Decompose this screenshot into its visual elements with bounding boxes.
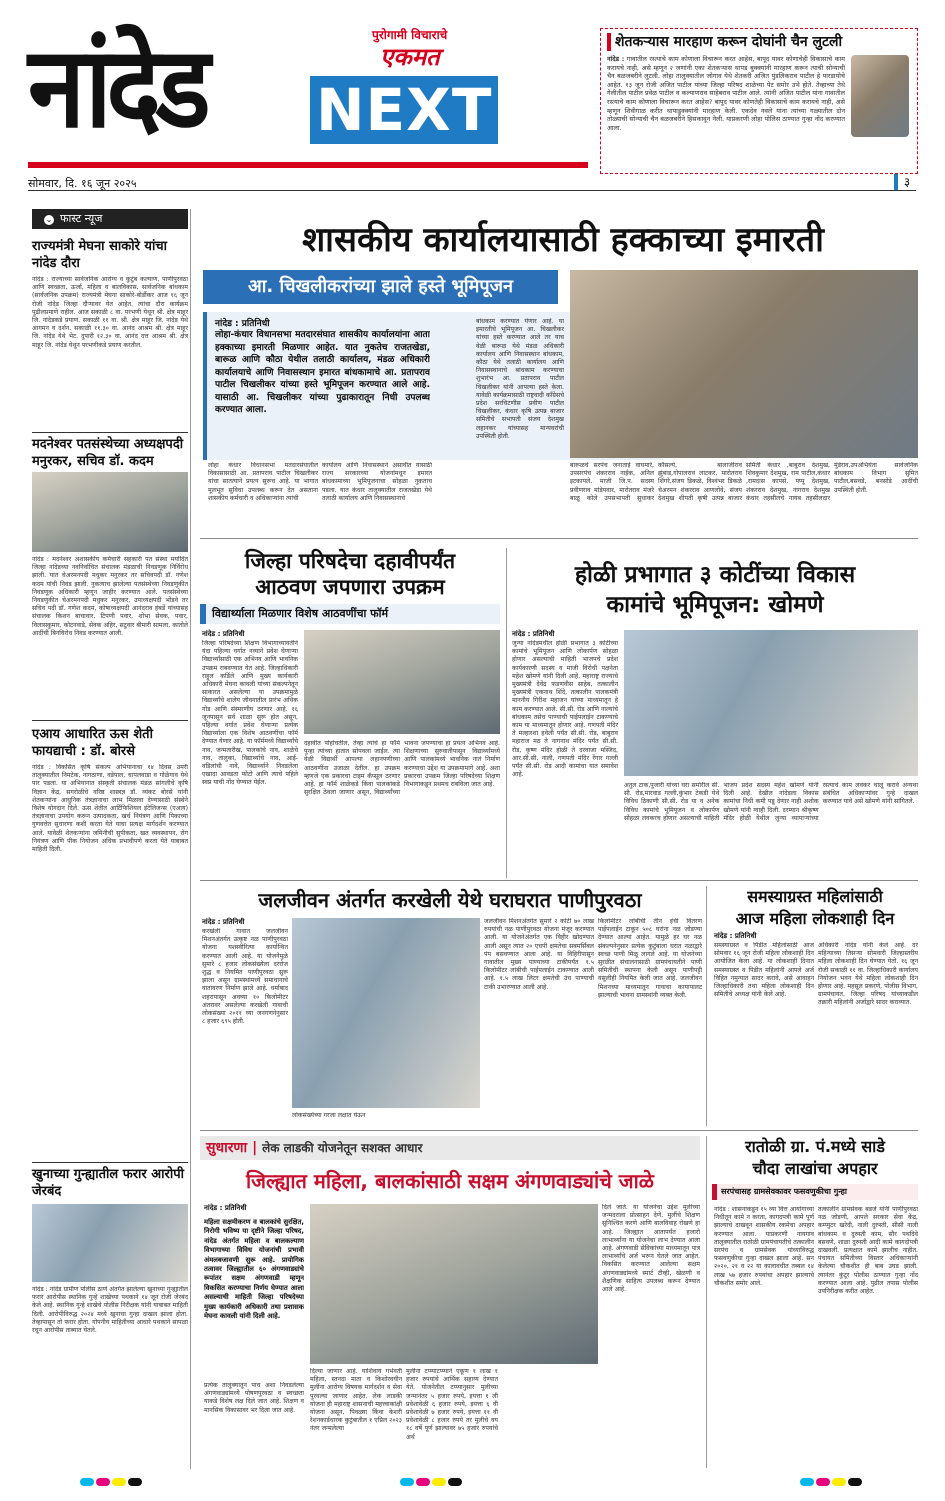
lead-photo [570, 270, 918, 458]
fast-news-divider [32, 432, 188, 433]
lead-body-1: लोहा कंधार विधानसभा मतदारसंघातील विकासासाठी आ. प्रतापराव पाटील चिखलीकर यांचा सातत्याने प्रयत्न सुरूच आहे. या भागात मूलभूत सुविधा उपलब्ध करून देत असताना शासकीय कर्मचारी व अधिकाऱ्यांना त्यांची [208, 462, 318, 502]
theft-headline: रातोळी ग्रा. पं.मध्ये साडे चौदा लाखांचा अपहार [745, 1137, 885, 1178]
section-divider [200, 1130, 918, 1131]
fast-news-divider [32, 720, 188, 721]
registration-mark [96, 1478, 110, 1486]
fast-news-body-4: नांदेड : नांदेड ग्रामीण पोलीस ठाणे अंतर्गत झालेल्या खुनाच्या गुन्ह्यातील फरार आरोपीस स्थानिक गुन्हे शाखेच्या पथकाने १४ जून रोजी जेरबंद केले आहे. स्थानिक गुन्हे शाखेचे पोलीस निरीक्षक यांनी याबाबत माहिती दिली. आरोपीविरुद्ध २०२४ मध्ये खुनाचा गुन्हा दाखल झाला होता. तेव्हापासून तो फरार होता. गोपनीय माहितीच्या आधारे पथकाने सापळा रचून आरोपीस ताब्यात घेतले. [32, 1286, 188, 1335]
fast-news-headline-2: मदनेश्वर पतसंस्थेच्या अध्यक्षपदी मनुरकर, सचिव डॉ. कदम [32, 437, 184, 469]
jaljeevan-headline: जलजीवन अंतर्गत करखेली येथे घराघरात पाणीपुरवठा [258, 888, 642, 912]
registration-mark [400, 1478, 414, 1486]
sudharana-photo [310, 1204, 598, 1364]
zp-body-2: दहावीत पोहोचतील, तेव्हा त्यांचे हा फॉर्म पुन्हा त्यांच्या हातात सोपवला जाईल. त्या वेळी विद्यार्थी आपल्या लहानपणीच्या आठवणींना उजाळा देतील. हा उपक्रम म्हणजे एक प्रकारचा टाइम कॅप्सूल ठरणार आहे. हा फॉर्म शाळेकडे किंवा पालकांकडे सुरक्षित ठेवला जाणार असून, विद्यार्थ्यांच्या भावना जपण्याचा हा प्रयत्न अभिनव आहे. शिक्षणाच्या सुरुवातीपासून विद्यार्थ्यांमध्ये आणि पालकांमध्ये भावनिक नातं निर्माण करण्याचा उद्देश या उपक्रमामागे आहे. अशा प्रकारचा उपक्रम जिल्हा परिषदेच्या शिक्षण विभागाकडून प्रथमच राबविला जात आहे. [304, 740, 500, 797]
lead-headline: शासकीय कार्यालयासाठी हक्काच्या इमारती [302, 220, 824, 260]
lead-body-3: बांधकाम करण्यात येणार आहे. या इमारतीचे भूमिपूजन आ. चिखलीकर यांच्या हस्ते करण्यात आले तर याच वेळी बारूळ येथे मंडळ अधिकारी कार्यालय आणि निवासस्थान बांधकाम, कौठा येथे तलाठी कार्यालय आणि निवासस्थानाचे बांधकाम करण्याचा शुभारंभ आ. प्रतापराव पाटील चिखलीकर यांनी आपल्या हस्ते केला. यावेळी कार्यक्रमासाठी राष्ट्रवादी काँग्रेसचे प्रदेश सरचिटणीस प्रवीण पाटील चिखलीकर, कंधार कृषि उत्पन्न बाजार समितीचे सभापती संजय देशमुख लहानकर यांच्यासह मान्यवरांची उपस्थिती होती. [476, 318, 564, 440]
lokshahi-byline: नांदेड : प्रतिनिधी [714, 932, 757, 940]
top-story-headline: शेतकऱ्यास मारहाण करून दोघांनी चैन लुटली [607, 33, 911, 51]
fast-news-photo-2 [32, 472, 188, 552]
holi-photo-caption: अतुल टाक,पुजारी यांच्या घरा समोरील सी. सी. रोड,मारवाड गल्ली,कुंभार टेकडी येथे विविध ठिकाणी सी.सी. रोड या व अनेक विविध कामांचे भूमिपूजन व लोकार्पण सोहळा लवकरच होणार असल्याची माहिती भाजप प्रदेश सदस्य महेश खोमणे यांनी दिली आहे. देखील नांदेडला विकास कामांचा निधी कमी पडू देणार नाही अशोक खोमणे यांनी ग्वाही दिली. दरम्यान श्रीकृष्ण मंदिर होळी येथील जुन्या व्यापाऱ्यांच्या रस्त्याचे काम लवकर चालू करावे अन्यथा संबंधित अधिकाऱ्यांवर गुन्हे दाखल करण्यात यावे असे खोमणे यांनी सांगितले. [624, 782, 918, 822]
holi-body: जुन्या नांदेडमधील होळी प्रभागात ३ कोटींच्या कामांचे भूमिपूजन आणि लोकार्पण सोहळा होणार असल्याची माहिती भाजपचे प्रदेश कार्यकारणी सदस्य व माजी विरोधी पक्षनेता महेश खोमणे यांनी दिली आहे. महाराष्ट्र राज्याचे मुख्यमंत्री देवेंद्र फडणवीस साहेब, तत्कालीन मुख्यमंत्री एकनाथ शिंदे, तत्कालीन पालकमंत्री माननीय गिरीश महाजन यांच्या माध्यमातून हे काम करण्यात आले. सी.सी. रोड आणि नाल्यांचे बांधकाम तसेच पाण्याची पाईपलाईन टाकण्याचे काम या माध्यमातून होणार आहे. गणपती मंदिर ते मल्हारशा हवेली पर्यंत सी.सी. रोड, बाबुराव महाराज मठ ते नागनाथ मंदिर पर्यंत सी.सी. रोड, कृष्ण मंदिर होळी ते दरवाजा मस्जिद, आर.सी.सी. नाली, गणपती मंदिर रेंगार गल्ली पर्यंत सी.सी. रोड आदी कामांचा यात समावेश आहे. [512, 640, 618, 779]
zp-headline: जिल्हा परिषदेचा दहावीपर्यंत आठवण जपणारा उपक्रम [244, 549, 456, 599]
fast-news-headline-3: एआय आधारित ऊस शेती फायद्याची : डॉ. बोरसे [32, 727, 153, 759]
registration-mark [128, 1478, 142, 1486]
registration-mark [832, 1478, 846, 1486]
page-number: ३ [894, 174, 916, 190]
jaljeevan-byline: नांदेड : प्रतिनिधी [202, 918, 245, 926]
holi-headline: होळी प्रभागात ३ कोटींच्या विकास कामांचे भूमिपूजन: खोमणे [574, 562, 856, 618]
sudharana-headline: जिल्ह्यात महिला, बालकांसाठी सक्षम अंगणवाड्यांचे जाळे [245, 1169, 655, 1193]
sudharana-intro: महिला सक्षमीकरण व बालकांचे सुरक्षित, निरोगी भविष्य या दृष्टीने जिल्हा परिषद, नांदेड अंतर्गत महिला व बालकल्याण विभागाच्या विविध योजनांची प्रभावी अंमलबजावणी सुरू आहे. प्रायोगिक तत्वावर जिल्ह्यातील ६० अंगणवाड्यांचे रूपांतर सक्षम अंगणवाडी म्हणून विकसित करण्याचा निर्णय घेण्यात आला असल्याची माहिती जिल्हा परिषदेच्या मुख्य कार्यकारी अधिकारी तथा प्रशासक मेघना कावली यांनी दिली आहे. [204, 1218, 304, 1321]
registration-mark [432, 1478, 446, 1486]
zp-byline: नांदेड : प्रतिनिधी [202, 630, 245, 638]
sudharana-body-3: मुलींना टप्प्याटप्प्याने एकूण १ लाख १ हजार रुपयांचे आर्थिक सहाय्य देण्यात येते. योजनेतील टप्प्यानुसार मुलीच्या जन्मानंतर ५ हजार रुपये, इयत्ता १ ली प्रवेशावेळी ६ हजार रुपये, इयत्ता ६ वी प्रवेशावेळी ७ हजार रुपये, इयत्ता ११ वी प्रवेशावेळी ८ हजार रुपये तर मुलीचे वय १८ वर्षे पूर्ण झाल्यावर ७५ हजार रुपयांचे अर्थ [406, 1368, 498, 1441]
fast-news-divider [32, 1162, 188, 1163]
fast-news-photo-4 [32, 1204, 188, 1282]
fast-news-headline-4: खुनाच्या गुन्ह्यातील फरार आरोपी जेरबंद [32, 1167, 184, 1199]
column-divider [706, 1136, 707, 1468]
registration-mark [816, 1478, 830, 1486]
fast-news-label: ⌄ फास्ट न्यूज [32, 209, 188, 229]
lead-body-2: कार्यालय आणि निवासस्थाने असावीत यासाठी राज्य सरकारच्या योजनांमधून इमारत बांधकामाच्या भूमिपूजनाचा सोहळा नुकताच पडला. यात कंधार तालुक्यातील राजतखेडा येथे तलाठी कार्यालय आणि निवासस्थानाचे [322, 462, 432, 502]
jaljeevan-body-2: जलजीवन मिशनअंतर्गत सुमारे २ कोटी ७० लाख रुपयांची नळ पाणीपुरवठा योजना मंजूर करण्यात आली. या योजनेअंतर्गत एक विहीर खोदण्यात आली असून त्यात २० एचपी क्षमतेचा सबमर्सिबल पंप बसवण्यात आला आहे. या विहिरीपासून गावातील मुख्य पाण्याच्या टाकीपर्यंत १.५ किलोमीटर लांबीची पाईपलाईन टाकण्यात आली आहे. १.५ लाख लिटर क्षमतेची उंच पाण्याची टाकी उभारण्यात आली आहे. [484, 918, 594, 991]
sudharana-byline: नांदेड : प्रतिनिधी [204, 1204, 247, 1212]
jaljeevan-body-1: करखेली गावात जलजीवन मिशनअंतर्गत उत्कृष्ट नळ पाणीपुरवठा योजना यशस्वीरित्या कार्यान्वित करण्यात आली आहे. या योजनेमुळे सुमारे ८ हजार लोकसंख्येला दररोज शुद्ध व नियमित पाणीपुरवठा सुरू झाला असून ग्रामस्थांमध्ये समाधानाचे वातावरण निर्माण झाले आहे. धर्माबाद शहरापासून अवघ्या १० किलोमीटर अंतरावर असलेल्या करखेली गावाची लोकसंख्या २०११ च्या जनगणनेनुसार ८ हजार ६९५ होती. [202, 928, 288, 1026]
fast-news-body-2: नांदेड : मदनेश्वर अशासकीय कर्मचारी सहकारी पत संस्था मर्यादित जिल्हा नांदेडच्या नवनिर्वाचित संचालक मंडळाची निवडणूक निर्विरोध झाली. यात चेअरमनपदी मधुकर मनुरकर तर सचिवपदी डॉ. गणेश कदम यांची निवड झाली. नुकत्याच झालेल्या पतसंस्थेच्या निवडणुकीत निवडणूक अधिकारी म्हणून जाहीर करण्यात आले. पतसंस्थेच्या निवडणुकीत चेअरमनपदी मधुकर मनुरकर, उपाध्यक्षपदी भोंडवे तर सचिव पदी डॉ. गणेश कदम, कोषाध्यक्षपदी आनंदराव हंबर्डे यांच्यासह संचालक किशन बाचावार, टिपणी पवार, शोभा सेवक, पवार, विलासकुमार, कोटनवाडे, सेवक अहिर, सटुवार बीमारी सामला, कातोले आदींची बिनविरोध निवड करण्यात आली. [32, 556, 188, 637]
masthead-title: नांदेड [28, 23, 206, 153]
lokshahi-headline: समस्याग्रस्त महिलांसाठी आज महिला लोकशाही दिन [735, 887, 895, 928]
zp-photo [304, 630, 500, 734]
lead-photo-caption: बारूळचे सरपंच जनाताई वाघमारे, उपसरपंच शंकरराव नाईक, अनिल इटकापले, माजी जि.प. सदस्य प्रवीणराव मांडेपवार, मारोतराव मंजरे बाळू कोले उपसभापती सुधाकर कौसल्ये, बालाजीराव झुंबाड,गोपालराव लाटकर, मारोतराव शिंगरे,संजय डिकळे, विश्वंभर डिकळे चेअरमन शंकरराव आणलोवे, संजय देशमुख शीपती कृषी उत्पन्न बाजार समिती कंधार ,बाबुराव देशमुख, शिवकुमार देशमुख, राम पाटील,कंधार ,रामदास कापसे, पप्पू देशमुख, शंकरराव देशमुख, नागराव देशमुख कंधार तहसीलचे नायब तहसीलदार मुंडेराव,उपअभियंता सार्वजनिक बांधकाम विभाग सुमित पाटील,बसवडे, बनसोडे आदींची उपस्थिती होती. [570, 462, 918, 502]
fast-news-body-1: नांदेड : राज्याच्या सार्वजनिक आरोग्य व कुटुंब कल्याण, पाणीपुरवठा आणि स्वच्छता, ऊर्जा, महिला व बालविकास, सार्वजनिक बांधकाम (सार्वजनिक उपक्रम) राज्यमंत्री मेघना साकोरे-बोर्डीकर आज १६ जून रोजी नांदेड जिल्हा दौऱ्यावर येत आहेत. त्यांचा दौरा कार्यक्रम पुढीलप्रमाणे राहील. आज सकाळी ८ वा. परभणी येथून श्री. क्षेत्र माहूर जि. नांदेडकडे प्रयाण. सकाळी ११ वा. श्री. क्षेत्र माहूर जि. नांदेड येथे आगमन व दर्शन. सकाळी ११.३० वा. आनंद आश्रम श्री. क्षेत्र माहूर जि. नांदेड येथे भेट. दुपारी १२.३० वा. आनंद दत्त आश्रम श्री. क्षेत्र माहूर जि. नांदेड येथून परभणीकडे प्रयाण करतील. [32, 276, 188, 349]
zp-body-1: जिल्हा परिषदेच्या शिक्षण विभागाच्यावतीने यंदा पहिल्या वर्गात नव्याने प्रवेश घेणाऱ्या विद्यार्थ्यांसाठी एक अभिनव आणि भावनिक उपक्रम राबवण्यात येत आहे. जिल्हाधिकारी राहुल कर्डिले आणि मुख्य कार्यकारी अधिकारी मेघना कावली यांच्या संकल्पनेतून साकारत असलेल्या या उपक्रमामुळे विद्यार्थ्यांचे शालेय जीवनातील प्रारंभ अधिक गोड आणि संस्मरणीय ठरणार आहे. १६ जूनपासून सर्व शाळा सुरू होत असून, पहिल्या वर्गात प्रवेश घेणाऱ्या प्रत्येक विद्यार्थ्याला एक विशेष आठवणींचा फॉर्म देण्यात येणार आहे. या फॉर्ममध्ये विद्यार्थ्यांचे नाव, जन्मतारीख, पालकांचे नाव, शाळेचे नाव, तालुका, विद्यार्थ्याचे नाव, आई-वडिलांची नावे, विद्यार्थ्याने निवडलेला एखादा आवडता फोटो आणि त्याचे पहिले स्वप्न याची नोंद घेण्यात येईल. [202, 640, 298, 787]
lead-intro: लोहा-कंधार विधानसभा मतदारसंघात शासकीय कार्यालयांना आता हक्काच्या इमारती मिळणार आहेत. यात नुकतेच राजतखेडा, बारूळ आणि कौठा येथील तलाठी कार्यालय, मंडळ अधिकारी कार्यालयाचे आणि निवासस्थान इमारत बांधकामाचे आ. प्रतापराव पाटील चिखलीकर यांच्या हस्ते भूमिपूजन करण्यात आले आहे. यासाठी आ. चिखलीकर यांच्या पुढाकारातून निधी उपलब्ध करण्यात आला. [215, 330, 430, 415]
theft-body-2: तत्कालीन ग्रामसेवक बडजे यांनी पाणीपुरवठा नळ जोडणी, आपले सरकार सेवा केंद्र, कम्प्युटर खरेदी, नाली दुरुस्ती, सीसी नाली बांधकाम व दुरुस्ती काम, सौर पथदिवे बसवणे, शाळा दुरुस्ती आदी कामे कागदोपत्री दाखवली. प्रत्यक्षात कामे झालीच नाहीत. पंचायत समितीच्या विस्तार अधिकाऱ्यांनी केलेल्या चौकशीत ही बाब उघड झाली. त्यानंतर कुंटूर पोलीस ठाण्यात गुन्हा नोंद करण्यात आला आहे. पुढील तपास पोलीस उपनिरीक्षक करीत आहेत. [818, 1206, 918, 1296]
column-divider [506, 548, 507, 878]
fast-news-headline-1: राज्यमंत्री मेघना साकोरे यांचा नांदेड दौरा [32, 239, 167, 271]
dateline: सोमवार, दि. १६ जून २०२५ [28, 177, 137, 190]
registration-mark [416, 1478, 430, 1486]
jaljeevan-caption: लोकसंख्येच्या गरजा लक्षात घेऊन [292, 1112, 366, 1119]
lokmat-tagline: पुरोगामी विचाराचे [372, 28, 448, 42]
sudharana-tagline: लेक लाडकी योजनेतून सशक्त आधार [262, 1141, 423, 1155]
registration-mark [448, 1478, 462, 1486]
next-logo: NEXT [310, 80, 498, 140]
zp-subhead: विद्यार्थ्याला मिळणार विशेष आठवणींचा फॉर्म [200, 604, 500, 624]
chevron-icon: ⌄ [45, 215, 53, 224]
lokmat-logo: एकमत [380, 43, 440, 71]
registration-mark [80, 1478, 94, 1486]
top-story-body: नांदेड : गावातील रस्त्याचे काम कोणाला विचारून करत आहेस, बापूद यावर कोणाचेही विकासाचे काम करायचे नाही, असे म्हणून २ जणांनी एका शेतकऱ्यास थापड बुक्क्यांनी मारहाण करून त्याची सोन्याची चैन बळजबरीने लुटली. लोहा तालुक्यातील जोगाव येथे शेतकरी अजित पुंडलिकराव पाटील हे पारडायोचे आहेत. १३ जून रोजी अजित पाटील यांच्या जिल्हा परिषद शाळेच्या पेट समोर उभे होते. तेव्हाच्या तेथे गेलीतील पाटील प्रवेळ पाटील व कल्याणराव साहेबराव पाटील आले. त्यांनी अजित पाटील यांना गावातील रस्त्याचे काम कोणाला विचारून करत आहेस? बापूद यावर कोणतेही विकासाचे काम करायचे नाही, असे म्हणून शिवीगाळ करीत थापाडुक्क्यांनी मारहाण केली. एकदेव नवले यांना त्यांच्या गळ्यातील दोन तोळ्याची सोन्याची चैन बळजबरीने हिसकावून नेली. याप्रकरणी लोहा पोलिस ठाण्यात गुन्हा नोंद करण्यात आला. [607, 55, 845, 132]
registration-mark [848, 1478, 862, 1486]
section-divider [200, 538, 918, 539]
sudharana-body-4: दिले जाते. या योजनेचा उद्देश मुलींच्या जन्मदराला प्रोत्साहन देणे, मुलींचे शिक्षण सुनिश्चित करणे आणि बालविवाह रोखणे हा आहे. जिल्ह्यात आतापर्यंत हजारो लाभार्थ्यांना या योजनेचा लाभ देण्यात आला आहे. अंगणवाडी सेविकांच्या माध्यमातून पात्र लाभार्थ्यांचे अर्ज भरून घेतले जात आहेत. विकसित करण्यात आलेल्या सक्षम अंगणवाड्यांमध्ये स्मार्ट टीव्ही, खेळणी व शैक्षणिक साहित्य उपलब्ध करून देण्यात आले आहे. [602, 1204, 700, 1294]
registration-mark [800, 1478, 814, 1486]
column-divider [706, 886, 707, 1126]
column-divider [190, 209, 191, 1469]
lead-intro-box: नांदेड : प्रतिनिधी लोहा-कंधार विधानसभा मतदारसंघात शासकीय कार्यालयांना आता हक्काच्या इमारती मिळणार आहेत. यात नुकतेच राजतखेडा, बारूळ आणि कौठा येथील तलाठी कार्यालय, मंडळ अधिकारी कार्यालयाचे आणि निवासस्थान इमारत बांधकामाचे आ. प्रतापराव पाटील चिखलीकर यांच्या हस्ते भूमिपूजन करण्यात आले आहे. यासाठी आ. चिखलीकर यांच्या पुढाकारातून निधी उपलब्ध करण्यात आला. [203, 312, 663, 460]
sudharana-body-2: दिल्या जाणार आहे. याशिवाय गर्भवती महिला, स्तनदा माता व किशोरवयीन मुलींना आरोग्य विषयक मार्गदर्शन व सेवा पुरवल्या जाणार आहेत. लेक लाडकी योजना ही महाराष्ट्र शासनाची महत्त्वाकांक्षी योजना असून, पिवळ्या किंवा केशरी रेशनकार्डधारक कुटुंबातील १ एप्रिल २०२३ नंतर जन्मलेल्या [310, 1368, 402, 1433]
fast-news-body-3: नांदेड : विकसित कृषि संकल्प अभियानाचा १४ दिवस उमरी तालुक्यातील निमटेक, नागठाणा, वडेपाल, चापलवाडा व गोळेगाव येथे पार पडला. या अभियानात संस्कृती संचालक मंडळ सांगलीचे कृषि विज्ञान केंद्र, सगरोळीचे वरिष्ठ शास्त्रज्ञ डॉ. व्यंकट बोरसे यांनी शेतकऱ्यांना आधुनिक तंत्रज्ञानाचा लाभ मिळावा देण्यासाठी संस्थेने विशेष योगदान दिले. ऊस शेतीत आर्टिफिशियल इंटेलिजन्स (एआय) तंत्रज्ञानाचा उपयोग करून उत्पादकता, खर्च नियंत्रण आणि पिकाच्या गुणवत्तेत सुधारणा कशी करता येते याचा प्रत्यक्ष मार्गदर्शन करण्यात आले. यावेळी शेतकऱ्यांना जमिनीची सुपीकता, खत व्यवस्थापन, रोग नियंत्रण आणि पीक नियोजन अधिक प्रभावीपणे करता येते याबाबत माहिती दिली. [32, 764, 188, 854]
registration-mark [112, 1478, 126, 1486]
lokshahi-body-1: समस्याग्रस्त व पिडीत महिलांसाठी आज सोमवार १६ जून रोजी महिला लोकशाही दिन आयोजित केला आहे. या लोकशाही दिनात समस्याग्रस्त व पिडीत महिलांनी आपले अर्ज विहित नमुन्यात सादर करावे, असे आवाहन जिल्हाधिकारी तथा महिला लोकशाही दिन समितीचे अध्यक्ष यांनी केले आहे. [714, 942, 814, 999]
header-divider [28, 190, 916, 191]
lead-subhead: आ. चिखलीकरांच्या झाले हस्ते भूमिपूजन [203, 270, 558, 304]
lokshahi-body-2: अधिकारी नांदेड यांनी केले आहे. दर महिन्याच्या तिसऱ्या सोमवारी जिल्हास्तरीय महिला लोकशाही दिन घेण्यात येतो. १६ जून रोजी सकाळी ११ वा. जिल्हाधिकारी कार्यालय नियोजन भवन येथे महिला लोकशाही दिन होणार आहे. महसूल प्रकरणे, पोलीस विभाग, ग्रामपंचायत, जिल्हा परिषद यांच्याकडील तक्रारी महिलांनी अर्जाद्वारे सादर कराव्यात. [818, 942, 918, 1007]
jaljeevan-body-3: किलोमीटर लांबीची तीन इंची वितरण पाईपलाईन टाकून ५०८ घरांना नळ जोडण्या देण्यात आल्या आहेत. यामुळे हर घर नळ संकल्पनेनुसार प्रत्येक कुटुंबाला घरात नळाद्वारे स्वच्छ पाणी मिळू लागले आहे. या योजनेच्या सुरळीत संचालनासाठी ग्रामपंचायतीने पाणी समितीची स्थापना केली असून पाणीपट्टी वसुलीही नियमित केली जात आहे. जलजीवन मिशनच्या माध्यमातून गावाचा कायापालट झाल्याची भावना ग्रामस्थांनी व्यक्त केली. [598, 918, 702, 999]
sudharana-body-1: प्रत्येक तालुक्यातून पाच अशा निवडलेल्या अंगणवाड्यांमध्ये पोषणपुरवठा व स्वच्छता याकडे विशेष लक्ष दिले जात आहे. शिक्षण व मानसिक विकासावर भर दिला जात आहे. [204, 1382, 304, 1414]
theft-subhead: सरपंचासह ग्रामसेवकावर फसवणुकीचा गुन्हा [712, 1184, 918, 1200]
section-divider [200, 880, 918, 881]
sudharana-bar: सुधारणा | लेक लाडकी योजनेतून सशक्त आधार [200, 1136, 700, 1160]
top-story-photo [851, 55, 909, 137]
top-story-box [600, 28, 918, 174]
sudharana-tag: सुधारणा [206, 1140, 248, 1156]
holi-byline: नांदेड : प्रतिनिधी [512, 630, 555, 638]
jaljeevan-photo [292, 918, 480, 1108]
theft-body-1: नांदेड : शासनाकडून १५ व्या वित्त आयोगाच्या निधीतून कामे न करता, कागदपत्री कामे पूर्ण झाल्याचे दाखवून शासकीय रकमेचा अपहार करण्यात आला. याप्रकरणी नायगाव तालुक्यातील रातोळी ग्रामपंचायतीचे तत्कालीन सरपंच व ग्रामसेवक यांच्याविरुद्ध फसवणुकीचा गुन्हा दाखल झाला आहे. सन २०२०, २१ व २२ या कालावधीत तब्बल १४ लाख ५७ हजार रुपयांचा अपहार झाल्याचे चौकशीत समोर आले. [714, 1206, 814, 1287]
masthead-rule [28, 162, 588, 168]
holi-photo [624, 630, 918, 776]
